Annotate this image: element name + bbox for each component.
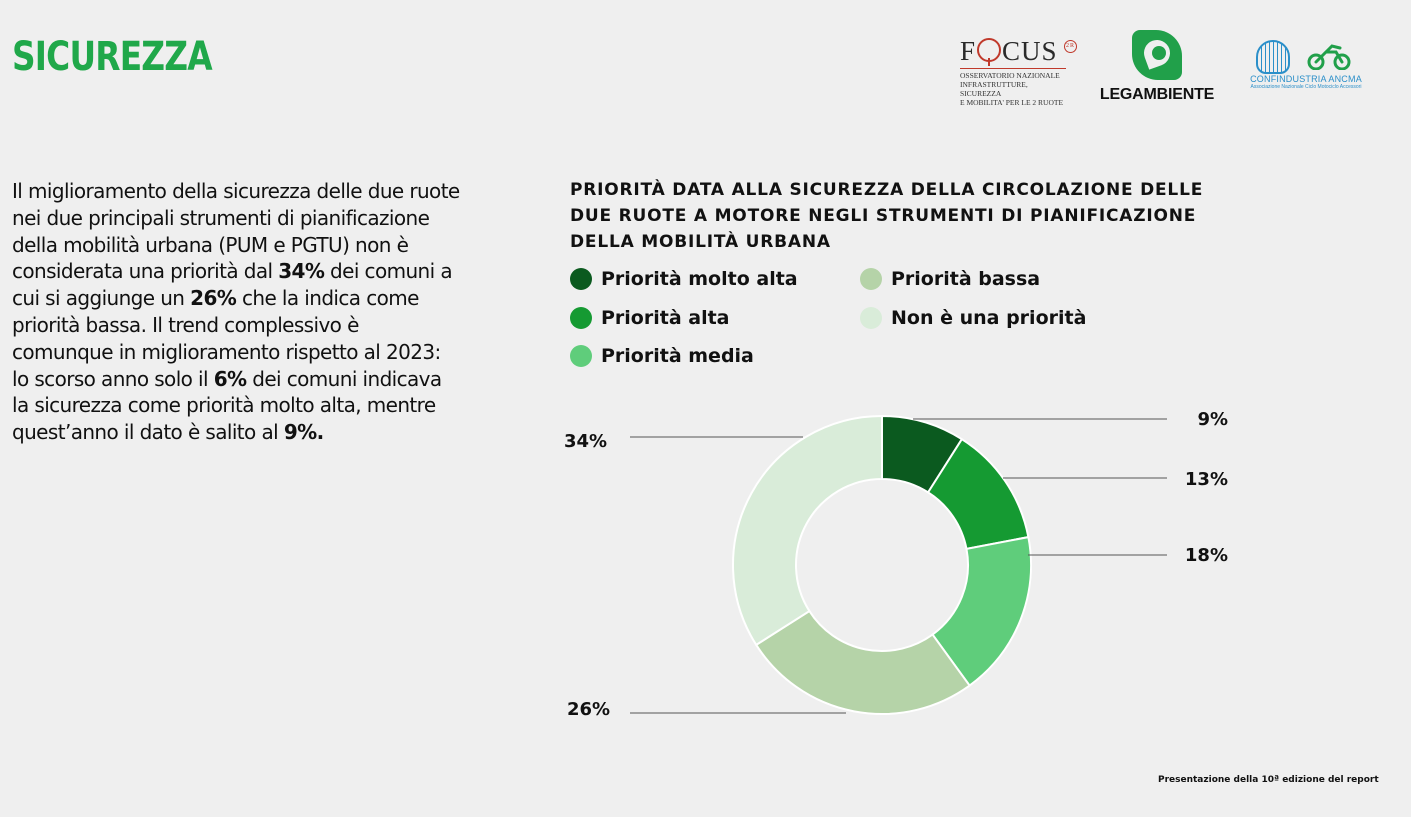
data-label: 9%: [1197, 409, 1228, 430]
footer-note: Presentazione della 10ª edizione del report: [1158, 775, 1379, 785]
ancma-wordmark: CONFINDUSTRIA ANCMA: [1250, 74, 1362, 84]
highlight-value: 26%: [190, 286, 237, 311]
focus-subtitle-line: OSSERVATORIO NAZIONALE: [960, 71, 1060, 80]
highlight-value: 9%.: [283, 420, 324, 445]
highlight-value: 34%: [278, 259, 325, 284]
body-text-run: dei comuni indicava la sicurezza come priorità molto alta, mentre quest’anno il dato è salito al: [12, 366, 442, 445]
focus-word-after: CUS: [1002, 36, 1058, 66]
legend-label: Priorità media: [601, 345, 754, 367]
legambiente-wordmark: LEGAMBIENTE: [1099, 86, 1215, 103]
legend-label: Priorità alta: [601, 306, 730, 329]
body-text-run: dei comuni a cui si aggiunge un: [12, 259, 452, 311]
focus-subtitle-line: INFRASTRUTTURE, SICUREZZA: [960, 80, 1028, 98]
legend-label: Non è una priorità: [891, 306, 1087, 329]
chart-title: PRIORITÀ DATA ALLA SICUREZZA DELLA CIRCOLAZIONE DELLE DUE RUOTE A MOTORE NEGLI STRUMENTI DI PIANIFICAZIONE DELLA MOBILITÀ URBANA: [570, 180, 1204, 252]
legend-label: Priorità molto alta: [601, 268, 798, 290]
focus-badge: 2R: [1064, 40, 1077, 53]
donut-slice: [733, 416, 882, 645]
ancma-subtitle: Associazione Nazionale Ciclo Motociclo Accessori: [1250, 84, 1362, 90]
page-title: SICUREZZA: [12, 34, 212, 80]
data-label: 26%: [567, 699, 611, 720]
data-label: 18%: [1184, 545, 1228, 566]
highlight-value: 6%: [213, 366, 247, 391]
body-text-run: che la indica come priorità bassa. Il trend complessivo è comunque in miglioramento rispetto al 2023: lo scorso anno solo il: [12, 286, 441, 391]
legend-label: Priorità bassa: [891, 268, 1041, 290]
body-text-run: Il miglioramento della sicurezza delle due ruote nei due principali strumenti di pianificazione della mobilità urbana (PUM e PGTU) non è considerata una priorità dal: [12, 179, 460, 284]
data-label: 13%: [1184, 469, 1228, 490]
donut-slice: [756, 611, 969, 714]
focus-subtitle-line: E MOBILITA' PER LE 2 RUOTE: [960, 98, 1064, 107]
data-label: 34%: [564, 431, 608, 452]
focus-word-before: F: [960, 36, 977, 66]
